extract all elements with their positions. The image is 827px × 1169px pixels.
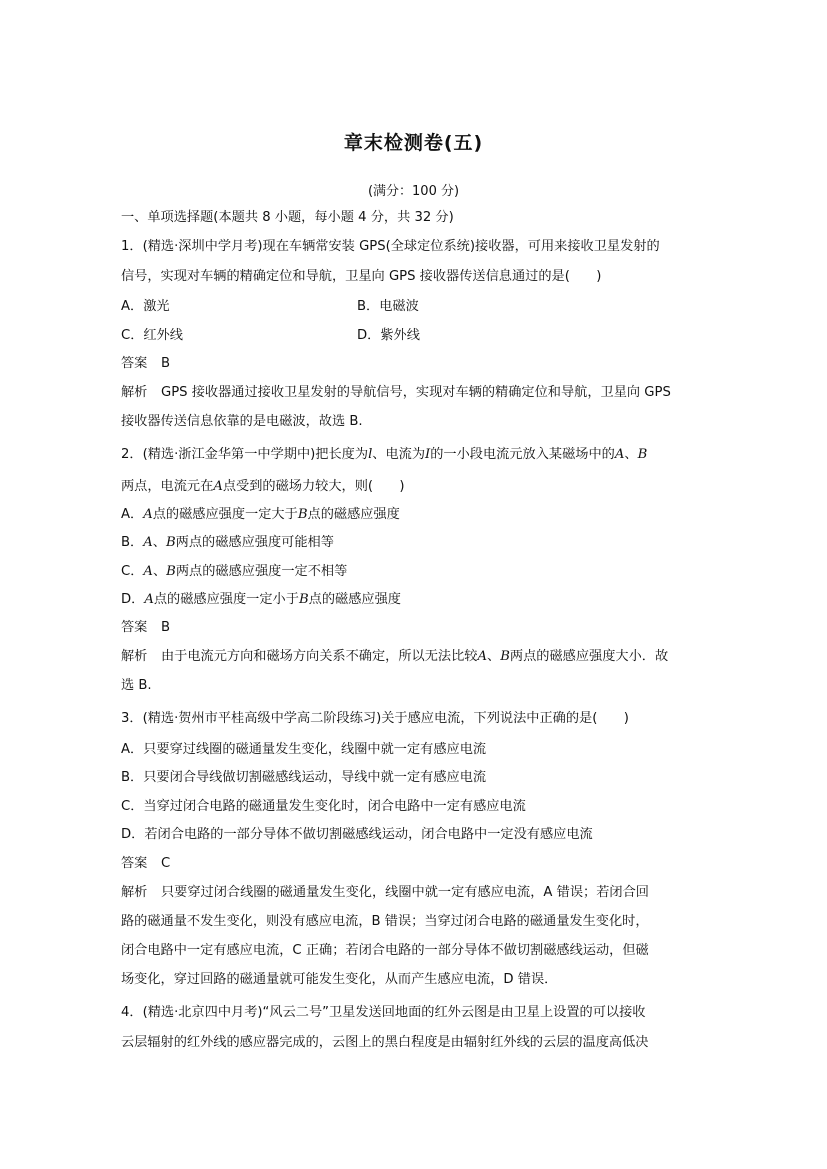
q3-option-b: B．只要闭合导线做切割磁感线运动，导线中就一定有感应电流	[121, 770, 487, 785]
answer-label: 答案	[121, 356, 148, 371]
q2-stem-text: 、电流为	[372, 447, 426, 462]
q1-option-d: D．紫外线	[357, 328, 420, 343]
var-a: A	[213, 479, 223, 494]
var-b: B	[298, 592, 309, 607]
var-a: A	[143, 507, 153, 522]
option-letter: C．	[121, 564, 144, 579]
q1-analysis-line1	[121, 384, 671, 402]
option-text: 点的磁感应强度一定小于	[153, 592, 299, 607]
q2-stem-line1	[121, 446, 647, 464]
var-a: A	[143, 564, 153, 579]
q1-answer	[121, 355, 170, 373]
var-a: A	[143, 535, 153, 550]
q3-analysis-line2: 路的磁通量不发生变化，则没有感应电流，B 错误；当穿过闭合电路的磁通量发生变化时，	[121, 914, 649, 929]
var-b: B	[166, 564, 176, 579]
option-text: 两点的磁感应强度一定不相等	[175, 564, 348, 579]
separator: 、	[624, 447, 638, 462]
section-heading: 一、单项选择题(本题共 8 小题，每小题 4 分，共 32 分)	[121, 210, 454, 225]
q2-answer	[121, 619, 170, 637]
var-a: A	[144, 592, 154, 607]
q2-analysis-line1	[121, 648, 668, 666]
option-text: 点的磁感应强度	[307, 507, 400, 522]
q1-analysis-line2: 接收器传送信息依靠的是电磁波，故选 B.	[121, 414, 363, 429]
option-letter: A．	[121, 507, 144, 522]
q3-option-c: C．当穿过闭合电路的磁通量发生变化时，闭合电路中一定有感应电流	[121, 799, 526, 814]
var-b: B	[165, 535, 176, 550]
q2-option-c	[121, 563, 347, 581]
q2-option-b	[121, 534, 334, 552]
var-b: B	[297, 507, 308, 522]
analysis-text: 两点的磁感应强度大小．故	[509, 649, 669, 664]
q3-option-a: A．只要穿过线圈的磁通量发生变化，线圈中就一定有感应电流	[121, 742, 487, 757]
q1-option-a: A．激光	[121, 299, 170, 314]
separator: 、	[487, 649, 501, 664]
analysis-label: 解析	[121, 649, 148, 664]
q1-option-b: B．电磁波	[357, 299, 419, 314]
separator: 、	[152, 535, 166, 550]
q4-stem-line2: 云层辐射的红外线的感应器完成的，云图上的黑白程度是由辐射红外线的云层的温度高低决	[121, 1035, 649, 1050]
q3-stem: 3．(精选·贺州市平桂高级中学高二阶段练习)关于感应电流，下列说法中正确的是( )	[121, 711, 629, 726]
answer-value: B	[161, 620, 171, 635]
analysis-text: GPS 接收器通过接收卫星发射的导航信号，实现对车辆的精确定位和导航，卫星向 GPS	[161, 385, 671, 400]
q2-analysis-line2: 选 B.	[121, 678, 152, 693]
analysis-text: 只要穿过闭合线圈的磁通量发生变化，线圈中就一定有感应电流，A 错误；若闭合回	[161, 885, 649, 900]
answer-value: C	[161, 856, 171, 871]
q4-stem-line1: 4．(精选·北京四中月考)“风云二号”卫星发送回地面的红外云图是由卫星上设置的可以接收	[121, 1005, 646, 1020]
answer-label: 答案	[121, 856, 148, 871]
answer-label: 答案	[121, 620, 148, 635]
q3-option-d: D．若闭合电路的一部分导体不做切割磁感线运动，闭合电路中一定没有感应电流	[121, 827, 593, 842]
option-text: 点的磁感应强度	[308, 592, 401, 607]
q2-stem-text: 2．(精选·浙江金华第一中学期中)把长度为	[121, 447, 369, 462]
page-title: 章末检测卷(五)	[343, 132, 484, 154]
separator: 、	[152, 564, 167, 579]
q3-analysis-line3: 闭合电路中一定有感应电流，C 正确；若闭合电路的一部分导体不做切割磁感线运动，但磁	[121, 943, 649, 958]
q2-stem-text: 两点，电流元在	[121, 479, 214, 494]
var-b: B	[637, 447, 648, 462]
q1-option-c: C．红外线	[121, 328, 183, 343]
q3-answer	[121, 855, 170, 873]
option-text: 两点的磁感应强度可能相等	[175, 535, 334, 550]
answer-value: B	[161, 356, 171, 371]
q2-stem-line2	[121, 478, 405, 496]
q1-stem-line1: 1．(精选·深圳中学月考)现在车辆常安装 GPS(全球定位系统)接收器，可用来接收卫星发射的	[121, 239, 660, 254]
q2-stem-text: 的一小段电流元放入某磁场中的	[430, 447, 615, 462]
var-a: A	[477, 649, 488, 664]
q2-option-d	[121, 591, 401, 609]
q3-analysis-line1	[121, 884, 649, 902]
q3-analysis-line4: 场变化，穿过回路的磁通量就可能发生变化，从而产生感应电流，D 错误．	[121, 972, 558, 987]
page-subtitle: (满分：100 分)	[367, 184, 460, 199]
var-l: l	[368, 447, 373, 462]
option-letter: B．	[121, 535, 144, 550]
analysis-label: 解析	[121, 385, 148, 400]
analysis-text: 由于电流元方向和磁场方向关系不确定，所以无法比较	[161, 649, 478, 664]
q2-stem-text: 点受到的磁场力较大，则( )	[222, 479, 405, 494]
option-letter: D．	[121, 592, 145, 607]
var-i: I	[425, 447, 431, 462]
analysis-label: 解析	[121, 885, 148, 900]
q2-option-a	[121, 506, 400, 524]
var-b: B	[500, 649, 510, 664]
var-a: A	[614, 447, 625, 462]
q1-stem-line2: 信号，实现对车辆的精确定位和导航，卫星向 GPS 接收器传送信息通过的是( )	[121, 269, 602, 284]
option-text: 点的磁感应强度一定大于	[152, 507, 298, 522]
